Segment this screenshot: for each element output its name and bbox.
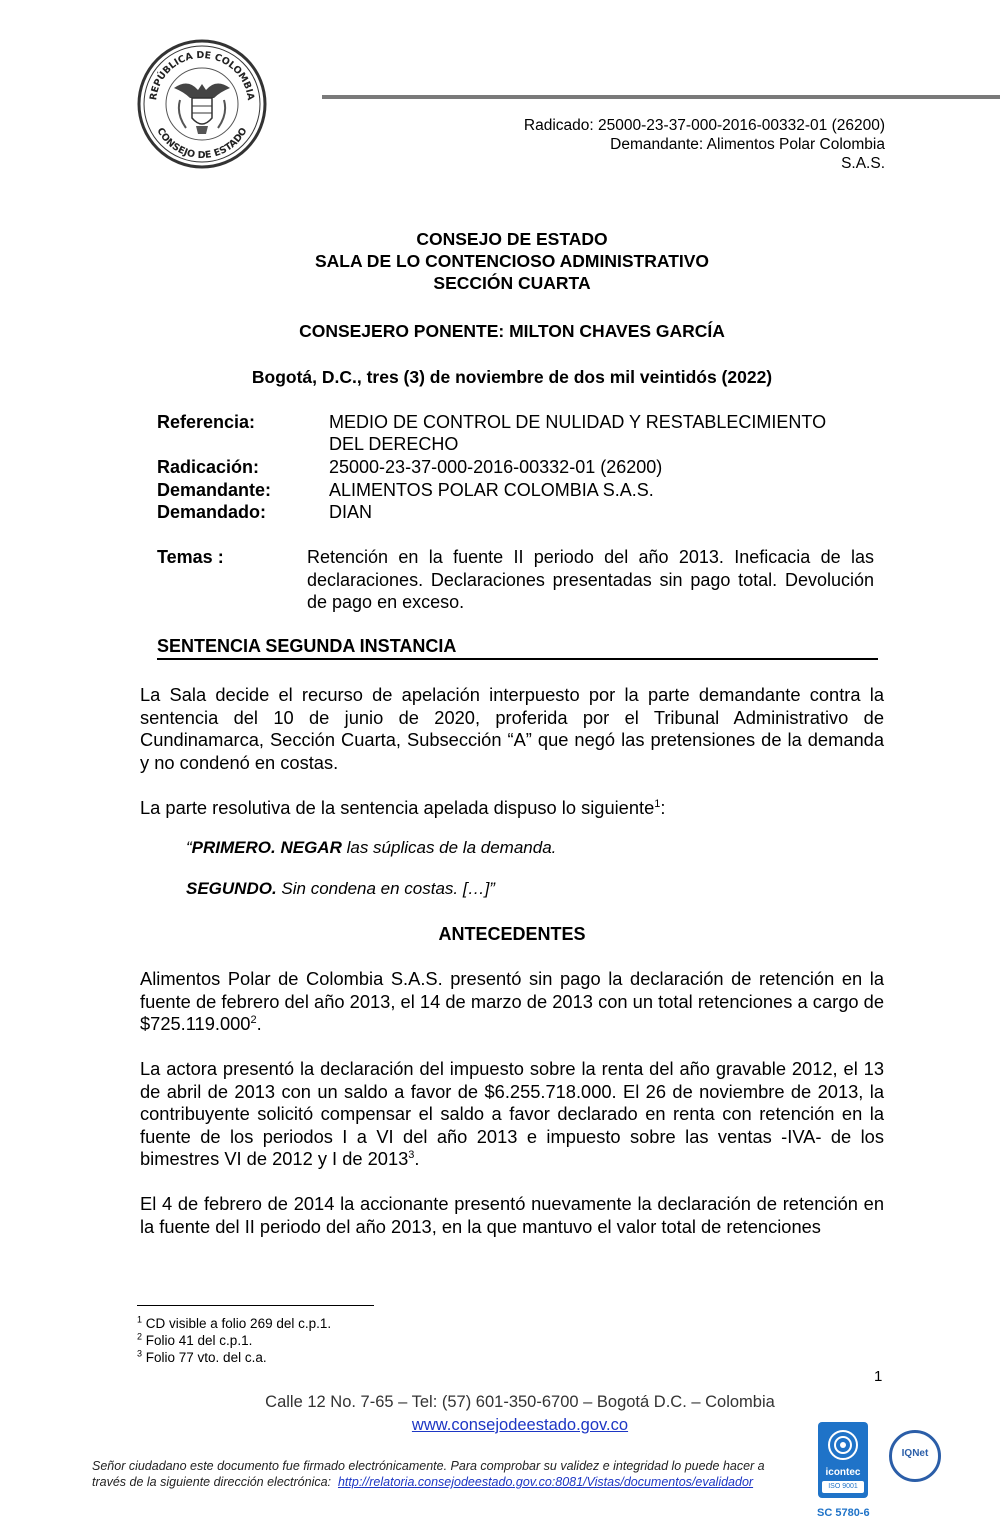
paragraph-3-end: . — [256, 1013, 262, 1034]
section-heading — [157, 636, 878, 660]
referencia-label: Referencia: — [157, 412, 256, 432]
section-heading-text: SENTENCIA SEGUNDA INSTANCIA — [157, 636, 457, 656]
paragraph-1: La Sala decide el recurso de apelación interpuesto por la parte demandante contra la sentencia del 10 de junio de 2020, proferida por el Tribunal Administrativo de Cundinamarca, Sección Cuarta, Subsección “A” que negó las pretensiones de la demanda y no condenó en costas. — [140, 684, 884, 773]
footnote-ref-3: 3 — [408, 1148, 415, 1161]
seal-text-top: REPÚBLICA DE COLOMBIA — [148, 49, 256, 101]
quote-primero-bold: PRIMERO. NEGAR — [191, 838, 342, 857]
paragraph-2 — [140, 797, 884, 820]
header-rule — [322, 95, 1000, 99]
paragraph-4-text: La actora presentó la declaración del impuesto sobre la renta del año gravable 2012, el 13 de abril de 2013 con un saldo a favor de $6.255.718.000. El 26 de noviembre de 2013, la contribuyente solicitó compensar el saldo a favor declarado en renta con retención en la fuente de los periodos I a VI del año 2013 e impuesto sobre las ventas -IVA- de los bimestres VI de 2012 y I de 2013 — [140, 1058, 884, 1169]
footnote-2-text: Folio 41 del c.p.1. — [142, 1333, 253, 1348]
temas-label: Temas : — [157, 547, 224, 567]
consejo-de-estado-seal — [136, 38, 268, 170]
footnote-1 — [137, 1316, 331, 1331]
footnote-3-text: Folio 77 vto. del c.a. — [142, 1350, 267, 1365]
footnote-3 — [137, 1350, 267, 1365]
demandante-value: ALIMENTOS POLAR COLOMBIA S.A.S. — [329, 480, 654, 500]
page-number: 1 — [874, 1368, 883, 1385]
paragraph-4 — [140, 1058, 884, 1171]
quote-primero — [186, 838, 556, 858]
notice-line-1: Señor ciudadano este documento fue firmado electrónicamente. Para comprobar su validez e integridad lo puede hacer a — [92, 1459, 765, 1473]
footer-address: Calle 12 No. 7-65 – Tel: (57) 601-350-6700 – Bogotá D.C. – Colombia — [265, 1393, 775, 1411]
iqnet-label: IQNet — [901, 1448, 929, 1459]
paragraph-5: El 4 de febrero de 2014 la accionante presentó nuevamente la declaración de retención en la fuente del II periodo del año 2013, en la que mantuvo el valor total de retenciones — [140, 1193, 884, 1237]
demandado-label: Demandado: — [157, 502, 267, 522]
demandante-label: Demandante: — [157, 480, 272, 500]
footnote-separator — [137, 1305, 374, 1306]
section-name: SECCIÓN CUARTA — [433, 273, 591, 293]
radicacion-label: Radicación: — [157, 457, 260, 477]
antecedentes-heading: ANTECEDENTES — [438, 924, 586, 944]
certificate-code: SC 5780-6 — [817, 1507, 870, 1519]
footnote-2 — [137, 1333, 252, 1348]
iqnet-logo — [889, 1430, 941, 1482]
footer-website-link[interactable]: www.consejodeestado.gov.co — [411, 1416, 629, 1434]
footnote-3-num: 3 — [137, 1348, 143, 1359]
court-name: CONSEJO DE ESTADO — [416, 229, 608, 249]
decision-date: Bogotá, D.C., tres (3) de noviembre de dos mil veintidós (2022) — [251, 367, 773, 387]
chamber-name: SALA DE LO CONTENCIOSO ADMINISTRATIVO — [314, 251, 710, 271]
paragraph-2-text: La parte resolutiva de la sentencia apelada dispuso lo siguiente — [140, 797, 655, 818]
radicacion-value: 25000-23-37-000-2016-00332-01 (26200) — [329, 457, 663, 477]
paragraph-3 — [140, 968, 884, 1036]
quote-primero-rest: las súplicas de la demanda. — [341, 838, 557, 857]
electronic-signature-notice — [92, 1458, 802, 1490]
header-demandante: Demandante: Alimentos Polar Colombia — [610, 136, 885, 153]
paragraph-2-end: : — [660, 797, 666, 818]
iso-label: ISO 9001 — [822, 1481, 864, 1493]
icontec-logo — [818, 1422, 868, 1498]
temas-value: Retención en la fuente II periodo del año 2013. Ineficacia de las declaraciones. Declaraciones presentadas sin pago total. Devolución de pago en exceso. — [307, 547, 874, 612]
paragraph-4-end: . — [414, 1148, 420, 1169]
header-demandante-cont: S.A.S. — [841, 155, 885, 172]
validator-link[interactable]: http://relatoria.consejodeestado.gov.co:8081/Vistas/documentos/evalidador — [337, 1475, 754, 1489]
notice-line-2-text: través de la siguiente dirección electrónica: — [92, 1475, 332, 1489]
demandado-value: DIAN — [329, 502, 373, 522]
footnote-2-num: 2 — [137, 1331, 143, 1342]
footnote-1-num: 1 — [137, 1314, 143, 1325]
paragraph-3-text: Alimentos Polar de Colombia S.A.S. presentó sin pago la declaración de retención en la fuente de febrero del año 2013, el 14 de marzo de 2013 con un total retenciones a cargo de $725.119.000 — [140, 968, 884, 1034]
footnote-ref-1: 1 — [654, 797, 661, 810]
referencia-value: MEDIO DE CONTROL DE NULIDAD Y RESTABLECIMIENTO — [329, 412, 827, 432]
quote-segundo — [186, 879, 495, 899]
quote-segundo-rest: Sin condena en costas. […]” — [276, 879, 495, 898]
footnote-ref-2: 2 — [250, 1013, 257, 1026]
icontec-emblem-icon — [826, 1428, 860, 1462]
notice-line-2 — [92, 1474, 802, 1490]
seal-text-bottom: CONSEJO DE ESTADO — [154, 125, 250, 162]
icontec-label: icontec — [825, 1467, 861, 1478]
footnote-1-text: CD visible a folio 269 del c.p.1. — [142, 1316, 332, 1331]
header-radicado: Radicado: 25000-23-37-000-2016-00332-01 (26200) — [523, 117, 885, 134]
referencia-value-cont: DEL DERECHO — [329, 434, 459, 454]
quote-segundo-bold: SEGUNDO. — [186, 879, 277, 898]
ponente: CONSEJERO PONENTE: MILTON CHAVES GARCÍA — [299, 321, 725, 341]
quote-open: “ — [186, 838, 192, 857]
